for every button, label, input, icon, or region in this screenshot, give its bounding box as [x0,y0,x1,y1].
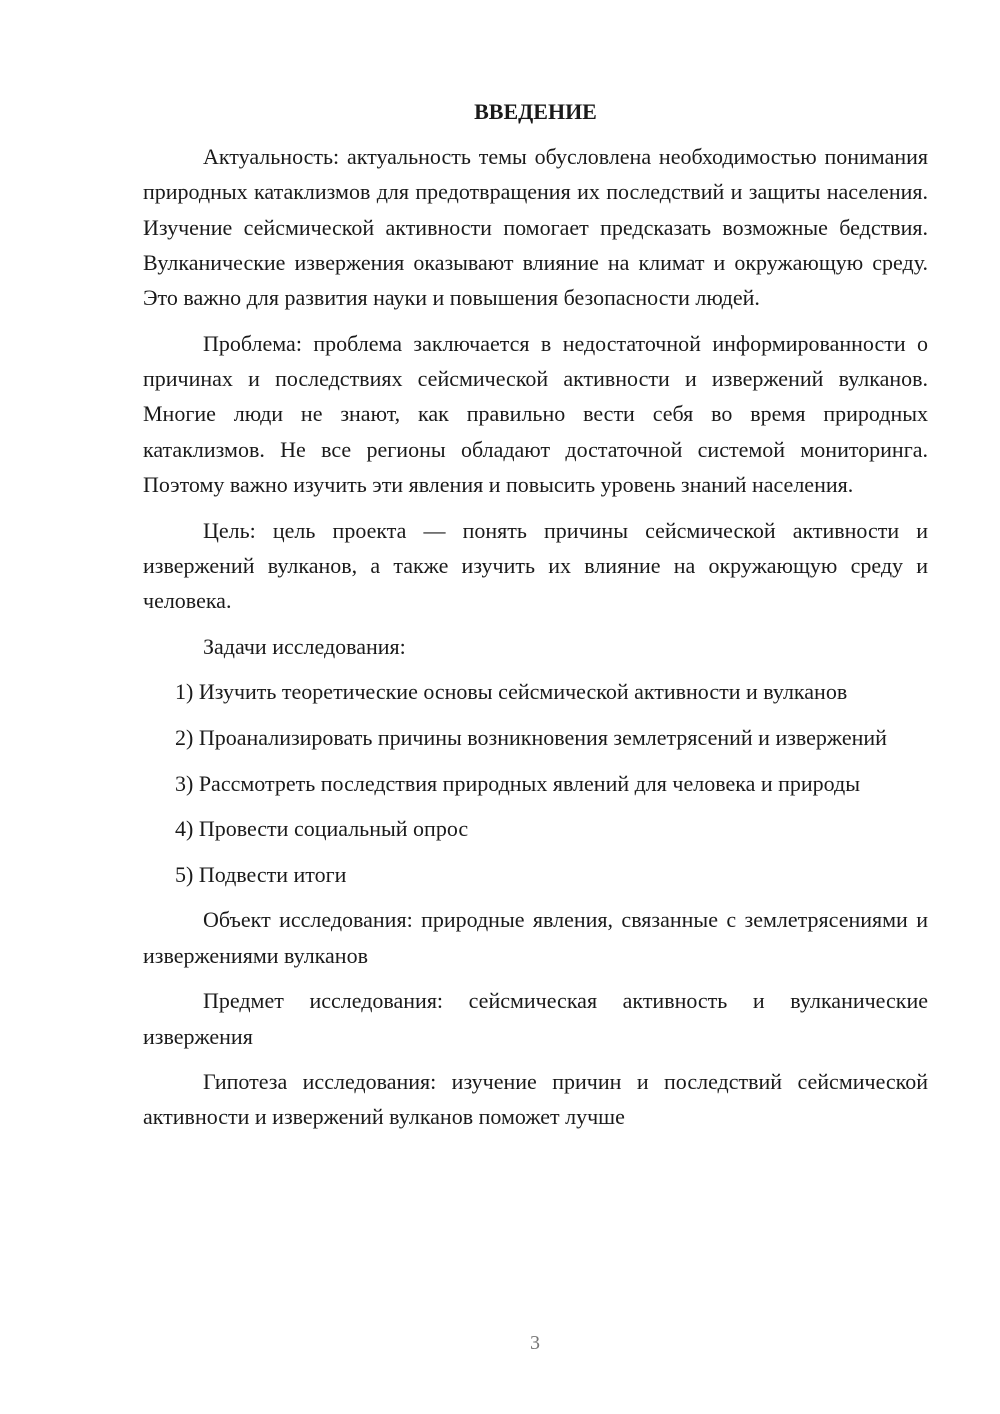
paragraph-relevance: Актуальность: актуальность темы обусловлена необходимостью понимания природных катаклизмов для предотвращения их последствий и защиты населения. Изучение сейсмической активности помогает предсказать возможные бедствия. Вулканические извержения оказывают влияние на климат и окружающую среду. Это важно для развития науки и повышения безопасности людей. [143,144,928,311]
paragraph-tasks-heading: Задачи исследования: [203,633,406,659]
page-content [143,94,928,1145]
paragraph-goal: Цель: цель проекта — понять причины сейсмической активности и извержений вулканов, а также изучить их влияние на окружающую среду и человека. [143,517,928,614]
list-item: 5) Подвести итоги [175,861,347,887]
list-item: 4) Провести социальный опрос [175,816,469,842]
tasks-list [143,674,928,892]
paragraph-hypothesis: Гипотеза исследования: изучение причин и последствий сейсмической активности и извержений вулканов поможет лучше [143,1069,928,1130]
paragraph-object: Объект исследования: природные явления, связанные с землетрясениями и извержениями вулканов [143,907,928,968]
paragraph-subject: Предмет исследования: сейсмическая активность и вулканические извержения [143,988,928,1049]
list-item: 3) Рассмотреть последствия природных явлений для человека и природы [175,770,861,796]
section-title: ВВЕДЕНИЕ [474,99,597,124]
list-item: 2) Проанализировать причины возникновения землетрясений и извержений [175,724,887,750]
paragraph-problem: Проблема: проблема заключается в недостаточной информированности о причинах и последствиях сейсмической активности и извержений вулканов. Многие люди не знают, как правильно вести себя во время природных катаклизмов. Не все регионы обладают достаточной системой мониторинга. Поэтому важно изучить эти явления и повысить уровень знаний населения. [143,330,928,497]
page-number: 3 [530,1332,540,1354]
list-item: 1) Изучить теоретические основы сейсмической активности и вулканов [175,679,848,705]
